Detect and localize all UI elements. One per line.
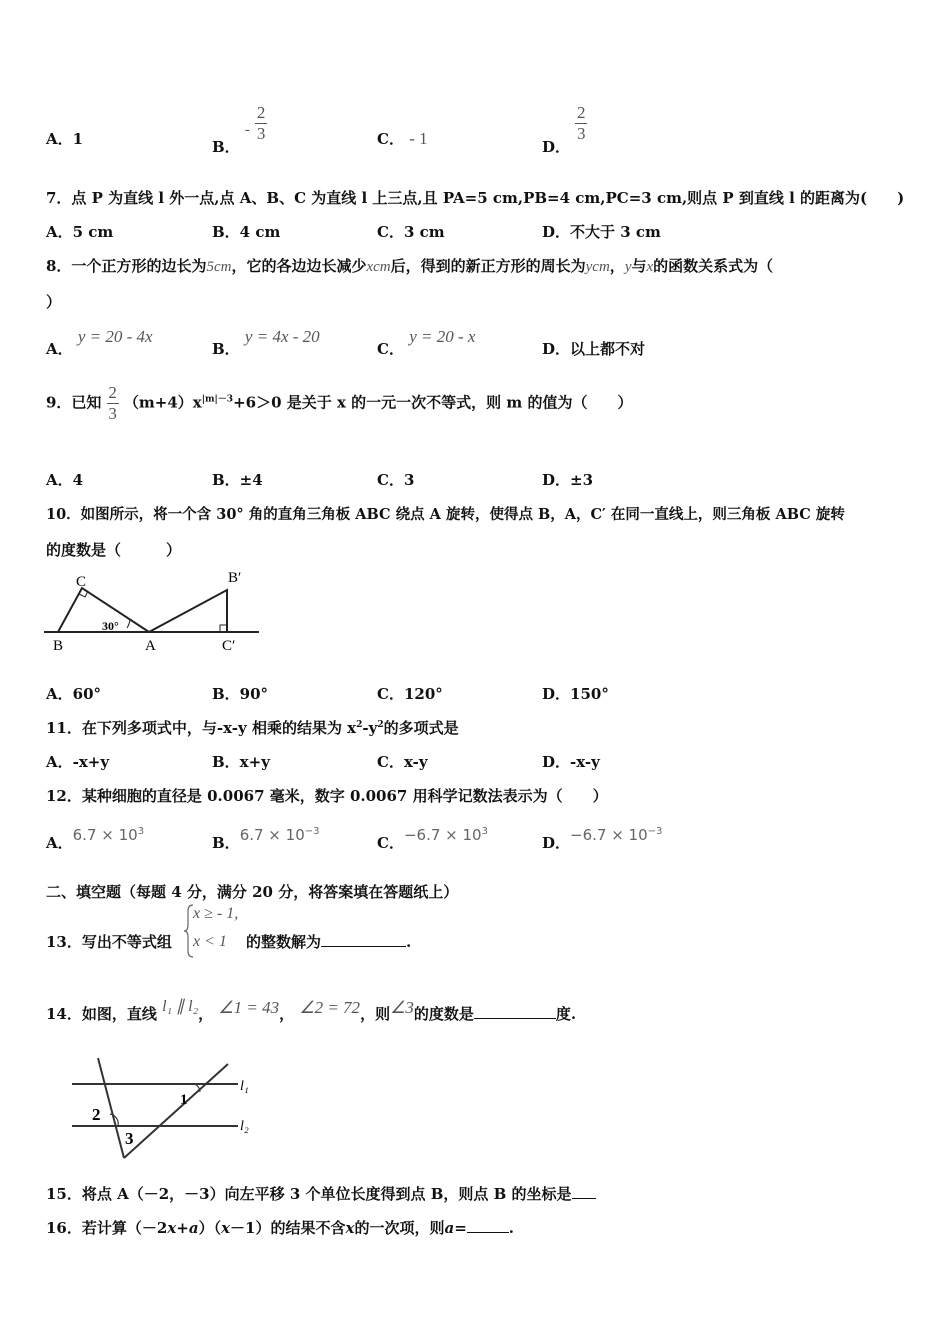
text-run: 9．已知 <box>46 393 102 412</box>
label-b: B <box>53 638 64 654</box>
q8-option-d: D．以上都不对 <box>542 340 646 358</box>
option-expression: y = 20 - x <box>409 327 476 346</box>
label-b-prime: B′ <box>228 570 242 586</box>
option-label: D． <box>542 137 571 156</box>
text-run: 的一次项，则 <box>354 1219 445 1237</box>
q7-option-a: A．5 cm <box>46 223 114 241</box>
sci-exponent: −3 <box>304 826 320 837</box>
text-run: （m+4）x <box>123 393 202 412</box>
q13-prefix: 13．写出不等式组 <box>46 933 172 951</box>
math-run: ∠2 = 72 <box>299 998 361 1017</box>
section-title: 二、填空题（每题 4 分，满分 20 分，将答案填在答题纸上） <box>46 883 459 901</box>
math-var: a <box>444 1219 455 1237</box>
math-run: 5cm <box>206 259 232 275</box>
text-run: 11．在下列多项式中，与-x-y 相乘的结果为 x <box>46 719 357 737</box>
q8-option-c <box>377 326 476 358</box>
exponent: 2 <box>356 720 363 730</box>
denominator: 3 <box>108 404 117 423</box>
text-run: ， <box>279 1005 295 1023</box>
q14-parallel-lines-figure <box>70 1054 270 1164</box>
math-run: xcm <box>366 259 391 275</box>
math-run: l₁ ∥ l₂ <box>162 998 199 1015</box>
math-run: ∠3 <box>390 998 414 1017</box>
text-run: 的整数解为 <box>246 933 322 951</box>
q8-stem-line2: ） <box>46 293 62 311</box>
sci-base: −6.7 × 10 <box>570 826 648 844</box>
answer-blank[interactable] <box>474 1018 556 1019</box>
fraction <box>107 384 119 423</box>
q14-stem <box>46 998 577 1024</box>
option-expression: y = 4x - 20 <box>244 327 320 346</box>
angle-label: 30° <box>102 619 119 633</box>
q13-inequality-1: x ≥ - 1, <box>193 905 239 922</box>
math-var: x <box>345 1219 355 1237</box>
option-value: - 1 <box>409 129 428 148</box>
q6-option-d <box>542 103 587 156</box>
option-label: B． <box>212 137 240 156</box>
q9-option-a: A．4 <box>46 471 84 489</box>
fraction <box>255 104 267 143</box>
q9-option-b: B．±4 <box>212 471 263 489</box>
q12-option-a <box>46 824 145 852</box>
q6-option-b <box>212 103 267 156</box>
q7-option-c: C．3 cm <box>377 223 445 241</box>
math-run: ∠1 = 43 <box>218 998 280 1017</box>
q7-option-d: D．不大于 3 cm <box>542 223 661 241</box>
q11-stem <box>46 717 459 738</box>
text-run: 的度数是 <box>413 1005 474 1023</box>
option-label: C． <box>377 834 404 852</box>
sci-base: 6.7 × 10 <box>239 826 305 844</box>
transversal-2 <box>124 1064 228 1158</box>
option-label: A． <box>46 130 73 148</box>
option-label: B． <box>212 340 240 358</box>
math-var: x <box>167 1219 177 1237</box>
text-run: 的多项式是 <box>383 719 459 737</box>
denominator: 3 <box>577 124 586 143</box>
denominator: 3 <box>256 124 266 143</box>
numerator: 2 <box>577 103 586 122</box>
label-c: C <box>76 574 87 590</box>
label-angle-3: 3 <box>125 1129 134 1148</box>
option-label: A． <box>46 834 73 852</box>
text-run: 的函数关系式为（ <box>653 257 774 275</box>
text-run: ，则 <box>360 1005 391 1023</box>
text-run: －1）的结果不含 <box>230 1219 346 1237</box>
q11-option-d: D．-x-y <box>542 753 600 771</box>
sci-exponent: 3 <box>137 826 145 837</box>
label-a: A <box>145 638 156 654</box>
label-angle-2: 2 <box>92 1105 101 1124</box>
text-run: 15．将点 A（－2，－3）向左平移 3 个单位长度得到点 B，则点 B 的坐标是 <box>46 1185 572 1203</box>
option-value: 1 <box>72 130 84 148</box>
q10-option-c: C．120° <box>377 685 443 703</box>
text-run: ，它的各边边长减少 <box>231 257 367 275</box>
q7-stem: 7．点 P 为直线 l 外一点,点 A、B、C 为直线 l 上三点,且 PA=5 cm,PB=4 cm,PC=3 cm,则点 P 到直线 l 的距离为( ) <box>46 189 905 207</box>
numerator: 2 <box>108 383 117 402</box>
sci-base: −6.7 × 10 <box>403 826 482 844</box>
answer-blank[interactable] <box>572 1198 596 1199</box>
q12-option-b <box>212 824 320 852</box>
q9-option-c: C．3 <box>377 471 415 489</box>
text-run: 度. <box>555 1005 577 1023</box>
text-run: 8．一个正方形的边长为 <box>46 257 207 275</box>
math-run: x <box>646 259 654 275</box>
q8-option-a <box>46 326 153 358</box>
text-run: ）（ <box>198 1219 222 1237</box>
q10-stem-line2: 的度数是（ ） <box>46 541 182 559</box>
sci-base: 6.7 × 10 <box>72 826 138 844</box>
exponent: |m|－3 <box>201 394 234 405</box>
minus-sign: - <box>244 121 250 138</box>
q7-option-b: B．4 cm <box>212 223 281 241</box>
q9-option-d: D．±3 <box>542 471 594 489</box>
label-l2: l₂ <box>240 1119 249 1134</box>
fraction <box>575 104 587 143</box>
label-angle-1: 1 <box>180 1092 188 1108</box>
text-run: ， <box>609 257 625 275</box>
text-run: . <box>508 1219 515 1237</box>
text-run: +6＞0 是关于 x 的一元一次不等式，则 m 的值为（ ） <box>233 393 633 412</box>
q10-option-b: B．90° <box>212 685 269 703</box>
sci-exponent: −3 <box>647 826 663 837</box>
text-run: -y <box>362 719 378 737</box>
right-angle-mark <box>220 625 227 632</box>
angle-arc <box>127 620 130 628</box>
q10-option-a: A．60° <box>46 685 102 703</box>
label-c-prime: C′ <box>222 638 236 654</box>
answer-blank[interactable] <box>467 1232 509 1233</box>
text-run: + <box>176 1219 189 1237</box>
sci-exponent: 3 <box>481 826 488 837</box>
option-label: A． <box>46 340 73 358</box>
text-run: 后，得到的新正方形的周长为 <box>390 257 586 275</box>
q12-stem: 12．某种细胞的直径是 0.0067 毫米，数字 0.0067 用科学记数法表示为（ ） <box>46 787 608 805</box>
q10-stem-line1: 10．如图所示，将一个含 30° 角的直角三角板 ABC 绕点 A 旋转，使得点 B，A，C′ 在同一直线上，则三角板 ABC 旋转 <box>46 506 845 523</box>
text-run: ， <box>198 1005 214 1023</box>
q10-triangle-figure <box>44 568 262 658</box>
q8-stem <box>46 255 773 276</box>
option-label: C． <box>377 340 404 358</box>
q6-option-c <box>377 128 428 149</box>
text-run: . <box>406 933 412 951</box>
q13-inequality-2: x < 1 <box>193 933 227 950</box>
q11-option-c: C．x-y <box>377 753 428 771</box>
option-label: D． <box>542 834 571 852</box>
math-var: x <box>221 1219 231 1237</box>
q9-stem <box>46 384 632 423</box>
text-run: 16．若计算（－2 <box>46 1219 168 1237</box>
exponent: 2 <box>377 720 384 730</box>
math-run: ycm <box>585 259 610 275</box>
text-run: 14．如图，直线 <box>46 1005 157 1023</box>
option-label: C． <box>377 130 404 148</box>
triangle-rotated <box>149 590 227 632</box>
numerator: 2 <box>256 103 266 122</box>
q11-option-b: B．x+y <box>212 753 270 771</box>
q15-stem <box>46 1183 596 1204</box>
math-var: a <box>188 1219 199 1237</box>
label-l1: l₁ <box>240 1079 249 1094</box>
q8-option-b <box>212 326 320 358</box>
option-expression: y = 20 - 4x <box>77 327 153 346</box>
q6-option-a <box>46 128 83 149</box>
q10-option-d: D．150° <box>542 685 609 703</box>
q12-option-d <box>542 824 663 852</box>
q11-option-a: A．-x+y <box>46 753 110 771</box>
text-run: = <box>454 1219 467 1237</box>
transversal-1 <box>98 1058 124 1158</box>
math-run: y <box>624 259 632 275</box>
q16-stem <box>46 1217 514 1238</box>
answer-blank[interactable] <box>321 946 406 947</box>
q13-suffix <box>246 931 411 952</box>
q12-option-c <box>377 824 488 852</box>
text-run: 与 <box>631 257 647 275</box>
option-label: B． <box>212 834 240 852</box>
